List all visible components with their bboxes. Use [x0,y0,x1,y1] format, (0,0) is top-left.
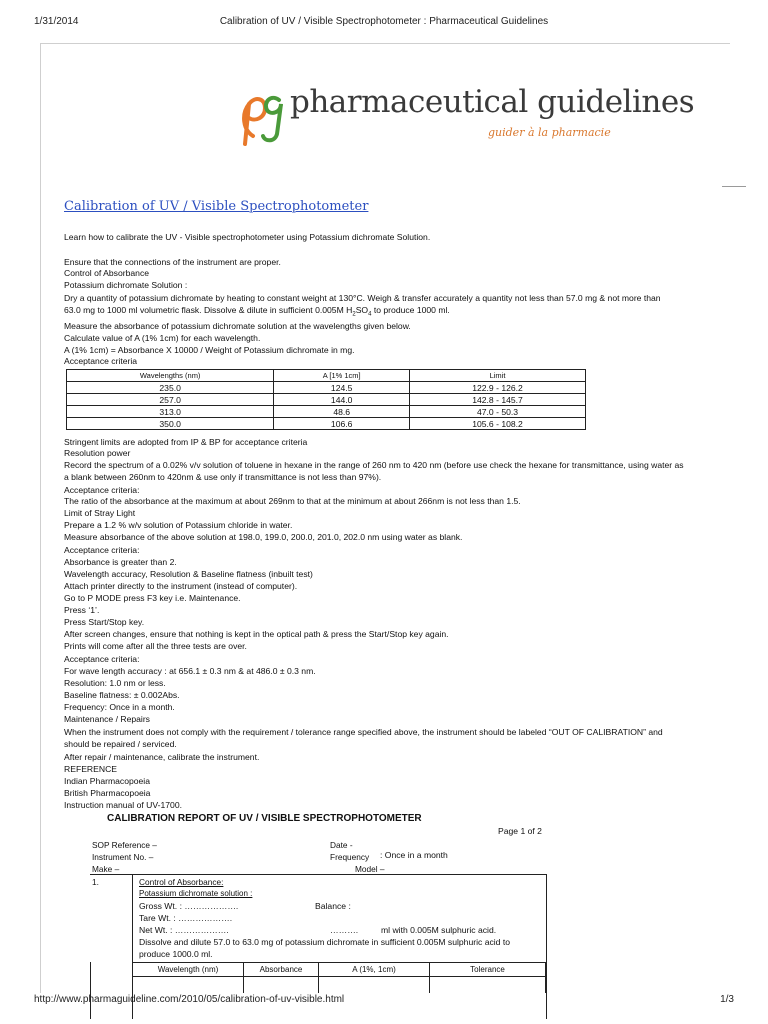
table-row: 235.0 124.5 122.9 - 126.2 [67,382,586,394]
report-page-number: Page 1 of 2 [498,826,542,836]
col-limit: Limit [410,370,586,382]
page-frame-top [40,43,730,44]
report-solution-heading: Potassium dichromate solution : [139,889,253,898]
heading-acceptance: Acceptance criteria [64,356,138,366]
heading-control-absorbance: Control of Absorbance [64,268,150,278]
col-wavelength: Wavelength (nm) [133,963,244,977]
heading-stray-light: Limit of Stray Light [64,508,136,518]
text-formula: A (1% 1cm) = Absorbance X 10000 / Weight of Potassium dichromate in mg. [64,345,355,355]
text-when-2: should be repaired / serviced. [64,739,177,749]
text-accuracy: For wave length accuracy : at 656.1 ± 0.3 nm & at 486.0 ± 0.3 nm. [64,666,316,676]
page-frame-left [40,43,41,993]
col-absorbance: Absorbance [244,963,319,977]
col-absorbance: A [1% 1cm] [274,370,410,382]
text-ratio: The ratio of the absorbance at the maximum at about 269nm to that at the minimum at about 266nm is not less than 1.5. [64,496,521,506]
table-row: 313.0 48.6 47.0 - 50.3 [67,406,586,418]
text-connections: Ensure that the connections of the instrument are proper. [64,257,281,267]
report-sop: SOP Reference – [92,840,157,850]
text-attach: Attach printer directly to the instrument (instead of computer). [64,581,298,591]
report-ml-with: ml with 0.005M sulphuric acid. [381,925,497,935]
report-instrument: Instrument No. – [92,852,154,862]
print-page-number: 1/3 [720,994,734,1005]
text-after-repair: After repair / maintenance, calibrate the instrument. [64,752,260,762]
article-title[interactable]: Calibration of UV / Visible Spectrophotometer [64,199,369,214]
text-record: Record the spectrum of a 0.02% v/v solution of toluene in hexane in the range of 260 nm to 420 nm (before use check the hexane for transmittance, using water as [64,460,684,470]
print-page-title: Calibration of UV / Visible Spectrophotometer : Pharmaceutical Guidelines [219,16,549,27]
report-produce: produce 1000.0 ml. [139,949,213,959]
text-measure-2: Measure absorbance of the above solution at 198.0, 199.0, 200.0, 201.0, 202.0 nm using water as blank. [64,532,463,542]
text-prepare: Prepare a 1.2 % w/v solution of Potassium chloride in water. [64,520,293,530]
text-baseline: Baseline flatness: ± 0.002Abs. [64,690,180,700]
report-date: Date - [330,840,353,850]
heading-acceptance-3: Acceptance criteria: [64,545,140,555]
heading-reference: REFERENCE [64,764,118,774]
table-row: 257.0 144.0 142.8 - 145.7 [67,394,586,406]
logo-tagline: guider à la pharmacie [488,126,611,139]
col-wavelengths: Wavelengths (nm) [67,370,274,382]
report-dissolve: Dissolve and dilute 57.0 to 63.0 mg of potassium dichromate in sufficient 0.005M sulphuric acid to [139,937,511,947]
report-frequency-label: Frequency [330,852,370,862]
text-absorbance: Absorbance is greater than 2. [64,557,177,567]
report-model: Model – [355,864,385,874]
report-tare-wt: Tare Wt. : ………………. [139,913,233,923]
report-balance: Balance : [315,901,351,911]
text-dry-2: 63.0 mg to 1000 ml volumetric flask. Dissolve & dilute in sufficient 0.005M $H_2SO_4$ to produce 1000 ml. [64,305,450,318]
report-section-number: 1. [92,877,99,887]
print-date: 1/31/2014 [34,16,79,27]
report-box-num-col [90,962,91,1019]
divider [722,186,746,187]
text-when: When the instrument does not comply with the requirement / tolerance range specified above, the instrument should be labeled “OUT OF CALIBRATION” and [64,727,663,737]
report-box-top [90,874,546,875]
report-box-right [546,874,547,1019]
text-calculate: Calculate value of A (1% 1cm) for each wavelength. [64,333,261,343]
print-url[interactable]: http://www.pharmaguideline.com/2010/05/calibration-of-uv-visible.html [34,994,345,1005]
report-net-wt: Net Wt. : ………………. [139,925,229,935]
pg-logo-icon [235,78,295,148]
acceptance-table [66,369,586,430]
table-row: 350.0 106.6 105.6 - 108.2 [67,418,586,430]
text-resolution: Resolution: 1.0 nm or less. [64,678,166,688]
report-control-heading: Control of Absorbance: [139,877,224,887]
text-stringent: Stringent limits are adopted from IP & BP for acceptance criteria [64,437,308,447]
col-a-1pct: A (1%, 1cm) [319,963,430,977]
text-press-start: Press Start/Stop key. [64,617,145,627]
site-logo[interactable] [235,78,695,148]
text-prints: Prints will come after all the three tests are over. [64,641,247,651]
intro-text: Learn how to calibrate the UV - Visible spectrophotometer using Potassium dichromate Solution. [64,232,431,242]
text-after-screen: After screen changes, ensure that nothing is kept in the optical path & press the Start/Stop key again. [64,629,449,639]
report-dots: ………. [330,925,359,935]
text-press-1: Press ‘1’. [64,605,100,615]
text-dry: Dry a quantity of potassium dichromate by heating to constant weight at 130°C. Weigh & transfer accurately a quantity not less than 57.0 mg & not more than [64,293,661,303]
reference-item: Indian Pharmacopoeia [64,776,150,786]
report-frequency-value: : Once in a month [380,850,448,860]
logo-wordmark: pharmaceutical guidelines [290,84,695,120]
heading-resolution: Resolution power [64,448,131,458]
text-measure: Measure the absorbance of potassium dichromate solution at the wavelengths given below. [64,321,411,331]
text-record-2: a blank between 260nm to 420nm & use only if transmittance is not less than 97%). [64,472,382,482]
heading-maintenance: Maintenance / Repairs [64,714,150,724]
report-title: CALIBRATION REPORT OF UV / VISIBLE SPECTROPHOTOMETER [107,813,422,824]
reference-item: Instruction manual of UV-1700. [64,800,182,810]
text-frequency: Frequency: Once in a month. [64,702,175,712]
col-tolerance: Tolerance [430,963,546,977]
heading-dichromate-solution: Potassium dichromate Solution : [64,280,188,290]
heading-wavelength-accuracy: Wavelength accuracy, Resolution & Baseline flatness (inbuilt test) [64,569,313,579]
report-gross-wt: Gross Wt. : ………………. [139,901,239,911]
heading-acceptance-4: Acceptance criteria: [64,654,140,664]
reference-item: British Pharmacopoeia [64,788,151,798]
text-goto: Go to P MODE press F3 key i.e. Maintenance. [64,593,241,603]
table-row [133,977,546,994]
report-wavelength-table [132,962,546,993]
heading-acceptance-2: Acceptance criteria: [64,485,140,495]
report-make: Make – [92,864,120,874]
